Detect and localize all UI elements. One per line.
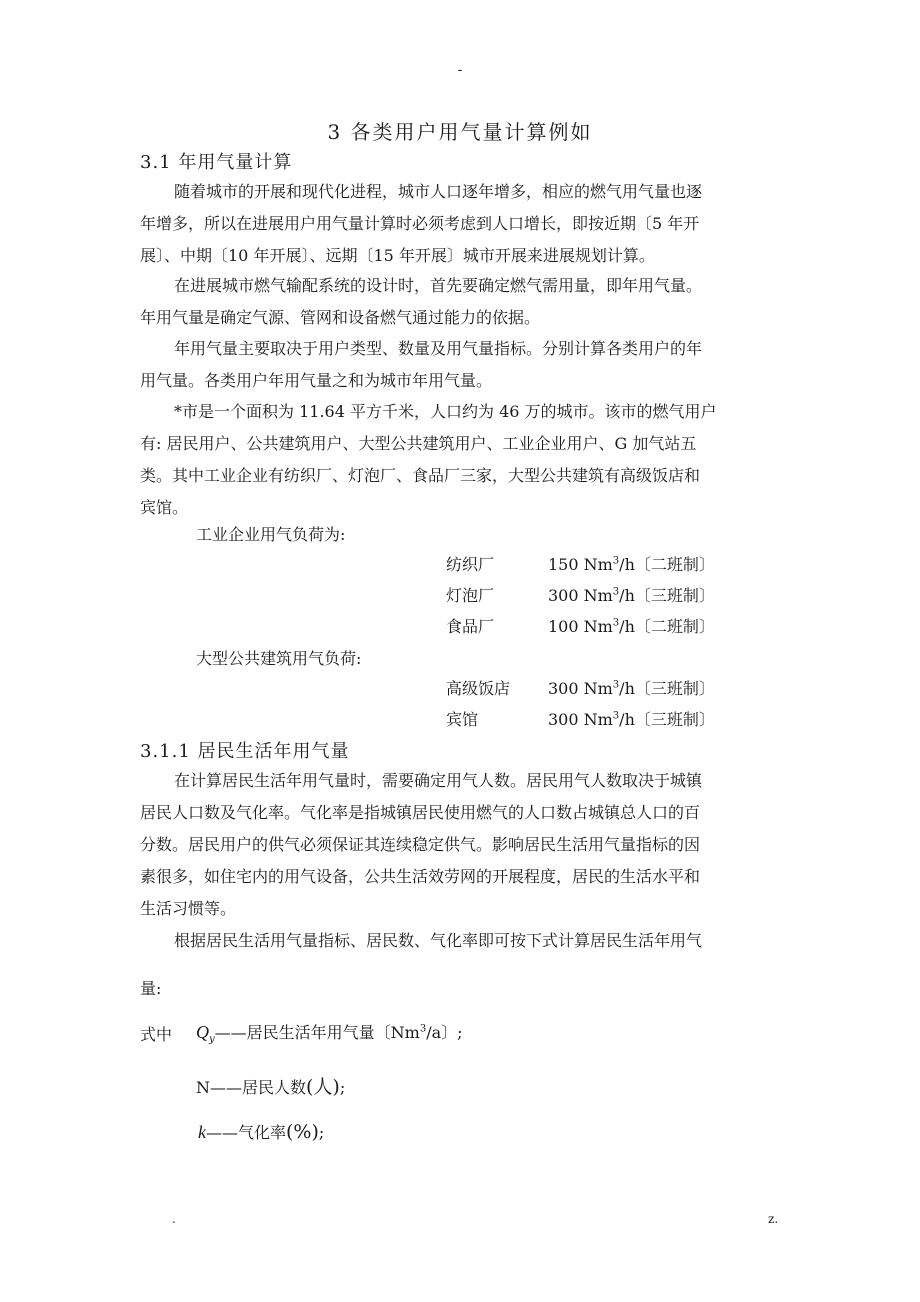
load-unit: /h〔三班制〕: [619, 679, 715, 698]
paragraph-residential: [140, 765, 785, 925]
load-value: 300 Nm: [548, 679, 613, 698]
unit-superscript: 3: [612, 679, 620, 691]
public-load-label: 大型公共建筑用气负荷:: [196, 649, 362, 668]
symbol-q: Q: [196, 1022, 209, 1042]
section-heading-3-1: 3.1 年用气量计算: [140, 152, 293, 173]
text-line: *市是一个面积为 11.64 平方千米，人口约为 46 万的城市。该市的燃气用户: [174, 402, 717, 421]
text-line: 类。其中工业企业有纺织厂、灯泡厂、食品厂三家，大型公共建筑有高级饭店和: [140, 466, 701, 485]
unit-superscript: 3: [612, 586, 620, 598]
load-name: 宾馆: [446, 710, 479, 729]
symbol-k-tail: ;: [318, 1123, 325, 1142]
text-line: 生活习惯等。: [140, 899, 237, 918]
text-line: 宾馆。: [140, 498, 189, 517]
paragraph-annual-demand: [140, 270, 785, 334]
paragraph-urban-growth: [140, 176, 785, 272]
load-name: 食品厂: [446, 617, 495, 636]
text-line: 年增多，所以在进展用户用气量计算时必须考虑到人口增长，即按近期〔5 年开: [140, 214, 700, 233]
page-header-mark: -: [457, 62, 463, 78]
load-unit: /h〔二班制〕: [619, 617, 715, 636]
text-line: 分数。居民用户的供气必须保证其连续稳定供气。影响居民生活用气量指标的因: [140, 835, 701, 854]
symbol-prefix: 式中: [140, 1025, 173, 1044]
load-unit: /h〔二班制〕: [619, 555, 715, 574]
text-line: 居民人口数及气化率。气化率是指城镇居民使用燃气的人口数占城镇总人口的百: [140, 803, 701, 822]
load-row-hotel: [446, 676, 715, 699]
text-line: 用气量。各类用户年用气量之和为城市年用气量。: [140, 371, 493, 390]
symbol-k-paren: (%): [286, 1121, 319, 1143]
text-line: 有: 居民用户、公共建筑用户、大型公共建筑用户、工业企业用户、G 加气站五: [140, 434, 697, 453]
unit-superscript: 3: [612, 555, 620, 567]
paragraph-user-types: [140, 333, 785, 397]
load-value: 100 Nm: [548, 617, 613, 636]
text-line: 随着城市的开展和现代化进程，城市人口逐年增多，相应的燃气用气量也逐: [174, 182, 703, 201]
load-value: 300 Nm: [548, 586, 613, 605]
paragraph-city-profile: [140, 396, 785, 524]
symbol-n-tail: ;: [339, 1078, 346, 1097]
text-line: 年用气量是确定气源、管网和设备燃气通过能力的依据。: [140, 308, 541, 327]
load-row-food: [446, 614, 715, 637]
paragraph-formula-intro: [140, 925, 785, 957]
unit-superscript: 3: [419, 1023, 427, 1035]
symbol-n: N: [196, 1078, 210, 1097]
text-line: 在进展城市燃气输配系统的设计时，首先要确定燃气需用量，即年用气量。: [174, 276, 703, 295]
load-name: 灯泡厂: [446, 586, 495, 605]
text-line: 展〕、中期〔10 年开展〕、远期〔15 年开展〕城市开展来进展规划计算。: [140, 246, 655, 265]
symbol-k-text: ——气化率: [206, 1123, 287, 1142]
text-line: 量:: [140, 979, 162, 998]
symbol-n-definition: [196, 1072, 345, 1099]
load-row-guesthouse: [446, 707, 715, 730]
text-line: 根据居民生活用气量指标、居民数、气化率即可按下式计算居民生活年用气: [174, 931, 703, 950]
section-heading-3-1-1: 3.1.1 居民生活年用气量: [140, 741, 350, 762]
industrial-load-label: 工业企业用气负荷为:: [196, 525, 346, 544]
symbol-k: k: [198, 1122, 206, 1142]
unit-superscript: 3: [612, 710, 620, 722]
load-row-lightbulb: [446, 583, 715, 606]
text-line: 年用气量主要取决于用户类型、数量及用气量指标。分别计算各类用户的年: [174, 339, 703, 358]
symbol-k-definition: [198, 1120, 324, 1143]
unit-superscript: 3: [612, 617, 620, 629]
load-value: 150 Nm: [548, 555, 613, 574]
load-value: 300 Nm: [548, 710, 613, 729]
paragraph-formula-intro-end: [140, 973, 785, 1005]
footer-left-mark: .: [172, 1212, 176, 1226]
load-unit: /h〔三班制〕: [619, 710, 715, 729]
symbol-qy-text: ——居民生活年用气量〔Nm: [214, 1023, 420, 1042]
page-title: 3 各类用户用气量计算例如: [327, 120, 593, 144]
symbol-qy-tail: /a〕;: [426, 1023, 463, 1042]
load-row-textile: [446, 552, 715, 575]
symbol-qy-definition: [196, 1020, 463, 1045]
load-name: 纺织厂: [446, 555, 495, 574]
load-name: 高级饭店: [446, 679, 511, 698]
symbol-subscript-y: y: [209, 1034, 215, 1046]
symbol-n-paren: (人): [306, 1076, 340, 1098]
text-line: 在计算居民生活年用气量时，需要确定用气人数。居民用气人数取决于城镇: [174, 771, 703, 790]
symbol-n-text: ——居民人数: [210, 1078, 307, 1097]
footer-right-mark: z.: [768, 1212, 779, 1226]
load-unit: /h〔三班制〕: [619, 586, 715, 605]
text-line: 素很多，如住宅内的用气设备，公共生活效劳网的开展程度，居民的生活水平和: [140, 867, 701, 886]
